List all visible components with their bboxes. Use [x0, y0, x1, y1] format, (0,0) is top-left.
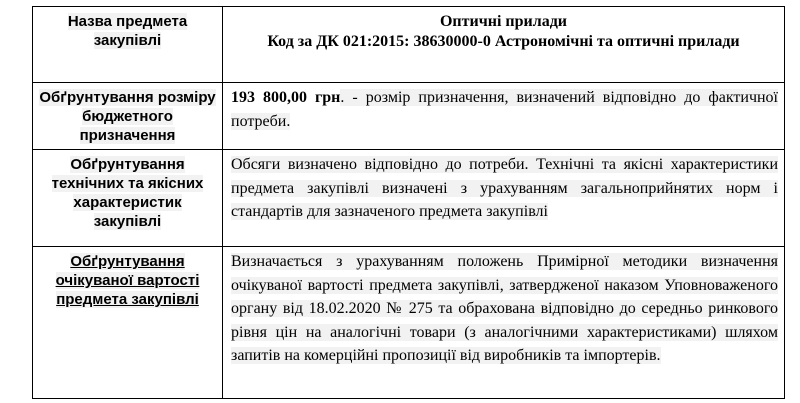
procurement-table	[32, 6, 785, 399]
subject-title-cell	[223, 7, 785, 83]
technical-label: Обґрунтування технічних та якісних характеристик закупівлі	[51, 156, 204, 230]
header-row	[33, 7, 785, 83]
technical-label-cell	[33, 150, 223, 247]
budget-label: Обґрунтування розміру бюджетного призначення	[39, 89, 216, 144]
budget-row	[33, 83, 785, 150]
subject-name-label: Назва предмета закупівлі	[67, 13, 188, 49]
cost-row	[33, 247, 785, 399]
technical-text: Обсяги визначено відповідно до потреби. Технічні та якісні характеристики предмета закупівлі визначені з урахуванням загальноприйнятих норм і стандартів для зазначеного предмета закупівлі	[231, 156, 778, 220]
cost-label-cell	[33, 247, 223, 399]
subject-name-label-cell	[33, 7, 223, 83]
subject-title: Оптичні прилади	[439, 13, 568, 30]
cost-text: Визначається з урахуванням положень Примірної методики визначення очікуваної вартості предмета закупівлі, затвердженої наказом Уповноваженого органу від 18.02.2020 № 275 та обрахована відповідно до середньо ринкового рівня цін на аналогічні товари (з аналогічними характеристиками) шляхом запитів на комерційні пропозиції від виробників та імпортерів.	[231, 253, 778, 364]
budget-label-cell	[33, 83, 223, 150]
budget-text-cell	[223, 83, 785, 150]
cost-text-cell	[223, 247, 785, 399]
procurement-justification-document	[32, 6, 784, 399]
cost-label: Обґрунтування очікуваної вартості предмета закупівлі	[55, 253, 200, 308]
technical-text-cell	[223, 150, 785, 247]
technical-row	[33, 150, 785, 247]
budget-text: . - розмір призначення, визначений відповідно до фактичної потреби.	[231, 89, 778, 130]
budget-amount: 193 800,00 грн	[231, 89, 341, 106]
cpv-code: Код за ДК 021:2015: 38630000-0 Астрономічні та оптичні прилади	[267, 33, 740, 50]
